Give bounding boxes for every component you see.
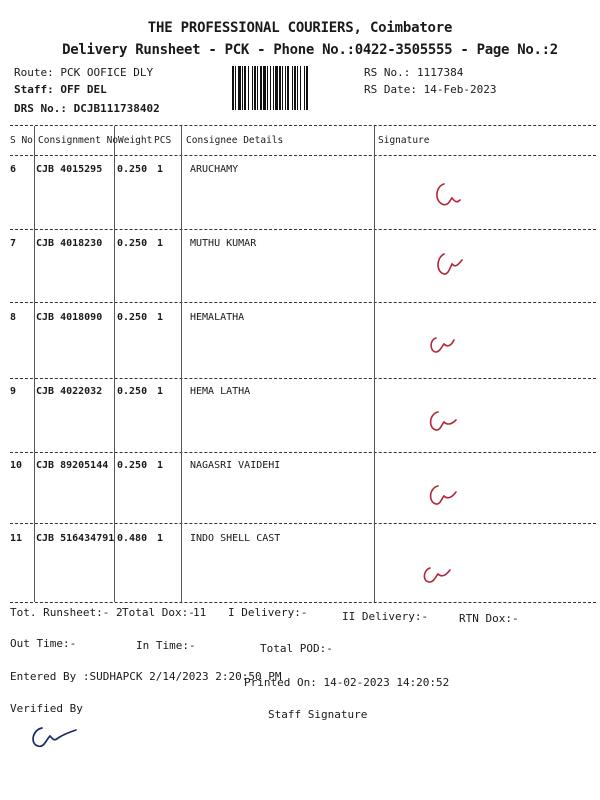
total-dox-value: 11 <box>193 606 207 619</box>
total-pod: Total POD:- <box>260 642 333 655</box>
row-consignee: HEMA LATHA <box>190 386 251 397</box>
col-header-pcs: PCS <box>154 135 172 146</box>
row-pcs: 1 <box>157 164 164 175</box>
row-sno: 9 <box>10 386 17 397</box>
row-divider <box>10 452 596 453</box>
row-sno: 6 <box>10 164 17 175</box>
signature-scribble <box>424 330 464 360</box>
row-pcs: 1 <box>157 460 164 471</box>
row-consignee: MUTHU KUMAR <box>190 238 257 249</box>
row-consignee: ARUCHAMY <box>190 164 239 175</box>
total-runsheet: Tot. Runsheet:- 2 <box>10 606 123 619</box>
ii-delivery: II Delivery:- <box>342 610 429 623</box>
printed-on: Printed On: 14-02-2023 14:20:52 <box>244 676 450 689</box>
row-pcs: 1 <box>157 533 164 544</box>
total-dox-label: Total Dox:- <box>122 606 195 619</box>
signature-scribble <box>424 404 464 438</box>
table-bottom-rule <box>10 602 596 603</box>
row-sno: 11 <box>10 533 23 544</box>
column-rule <box>181 126 182 602</box>
row-sno: 8 <box>10 312 17 323</box>
barcode <box>232 66 354 110</box>
col-header-sno: S No <box>10 135 33 146</box>
col-header-weight: Weight <box>118 135 153 146</box>
row-divider <box>10 229 596 230</box>
row-weight: 0.250 <box>117 460 148 471</box>
signature-scribble <box>432 246 472 282</box>
col-header-consignment: Consignment No <box>38 135 119 146</box>
row-consignment-no: CJB 4018230 <box>36 238 103 249</box>
column-rule <box>374 126 375 602</box>
rtn-dox: RTN Dox:- <box>459 612 519 625</box>
row-consignment-no: CJB 4018090 <box>36 312 103 323</box>
col-header-signature: Signature <box>378 135 430 146</box>
row-consignee: INDO SHELL CAST <box>190 533 281 544</box>
out-time: Out Time:- <box>10 637 77 650</box>
column-rule <box>34 126 35 602</box>
row-consignee: HEMALATHA <box>190 312 245 323</box>
column-rule <box>114 126 115 602</box>
row-weight: 0.250 <box>117 238 148 249</box>
row-weight: 0.480 <box>117 533 148 544</box>
row-weight: 0.250 <box>117 164 148 175</box>
rs-number: RS No.: 1117384 <box>364 66 464 79</box>
signature-scribble <box>430 178 470 214</box>
entered-by: Entered By :SUDHAPCK 2/14/2023 2:20:50 PM <box>10 670 282 683</box>
row-divider <box>10 523 596 524</box>
row-sno: 7 <box>10 238 17 249</box>
rs-date: RS Date: 14-Feb-2023 <box>364 83 497 96</box>
row-sno: 10 <box>10 460 23 471</box>
row-weight: 0.250 <box>117 312 148 323</box>
signature-scribble <box>418 560 458 590</box>
i-delivery: I Delivery:- <box>228 606 308 619</box>
runsheet-subtitle: Delivery Runsheet - PCK - Phone No.:0422-3505555 - Page No.:2 <box>62 42 558 58</box>
company-title: THE PROFESSIONAL COURIERS, Coimbatore <box>147 20 453 36</box>
signature-scribble <box>424 478 464 512</box>
row-consignment-no: CJB 516434791 <box>36 533 115 544</box>
row-pcs: 1 <box>157 238 164 249</box>
row-pcs: 1 <box>157 386 164 397</box>
drs-number: DRS No.: DCJB111738402 <box>14 102 160 115</box>
row-weight: 0.250 <box>117 386 148 397</box>
barcode-bar <box>308 66 309 110</box>
staff-text: Staff: OFF DEL <box>14 83 107 96</box>
table-header-rule <box>10 155 596 156</box>
col-header-consignee: Consignee Details <box>186 135 284 146</box>
row-consignee: NAGASRI VAIDEHI <box>190 460 281 471</box>
table-top-rule <box>10 125 596 126</box>
row-consignment-no: CJB 4015295 <box>36 164 103 175</box>
in-time: In Time:- <box>136 639 196 652</box>
route-text: Route: PCK OOFICE DLY <box>14 66 154 79</box>
verified-by-label: Verified By <box>10 702 83 715</box>
row-pcs: 1 <box>157 312 164 323</box>
verifier-signature <box>26 718 84 752</box>
row-consignment-no: CJB 89205144 <box>36 460 109 471</box>
row-divider <box>10 302 596 303</box>
staff-signature-label: Staff Signature <box>268 708 368 721</box>
row-consignment-no: CJB 4022032 <box>36 386 103 397</box>
row-divider <box>10 378 596 379</box>
